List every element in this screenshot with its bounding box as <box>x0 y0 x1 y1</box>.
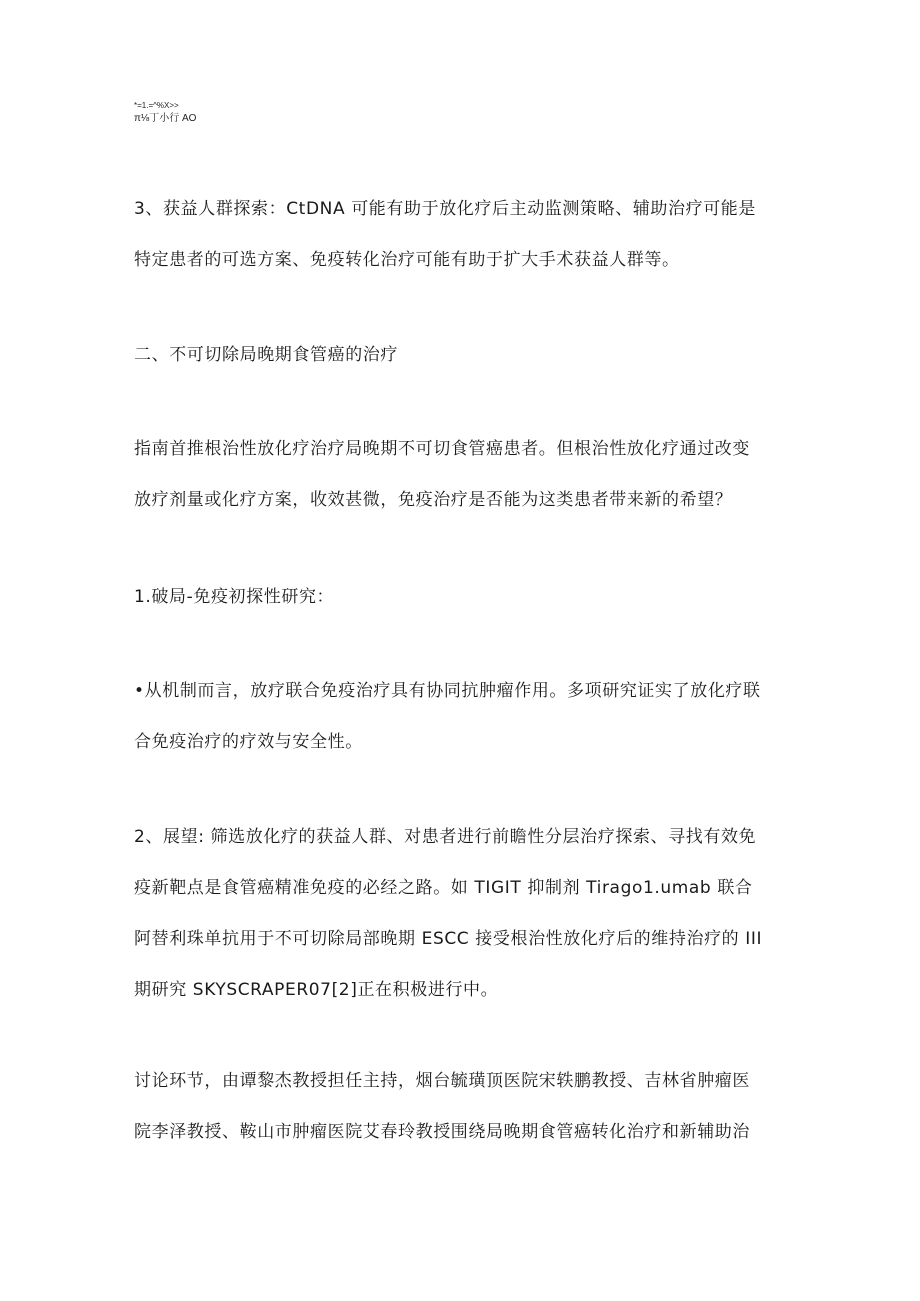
text-line: 讨论环节，由谭黎杰教授担任主持，烟台毓璜顶医院宋轶鹏教授、吉林省肿瘤医 <box>134 1071 750 1091</box>
text-line: 合免疫治疗的疗效与安全性。 <box>134 732 363 752</box>
text-line: 特定患者的可选方案、免疫转化治疗可能有助于扩大手术获益人群等。 <box>134 250 680 270</box>
text-line: 2、展望: 筛选放化疗的获益人群、对患者进行前瞻性分层治疗探索、寻找有效免 <box>134 827 757 847</box>
paragraph-mechanism <box>134 666 794 768</box>
text-line: 院李泽教授、鞍山市肿瘤医院艾春玲教授围绕局晚期食管癌转化治疗和新辅助治 <box>134 1122 750 1142</box>
header-artifact-line-2: π⅛丁小行 AO <box>134 113 197 124</box>
text-line: 3、获益人群探索：CtDNA 可能有助于放化疗后主动监测策略、辅助治疗可能是 <box>134 199 756 219</box>
header-artifact-line-1: *=1.=^%X>> <box>134 101 179 110</box>
paragraph-discussion <box>134 1056 794 1158</box>
text-line: 1.破局-免疫初探性研究： <box>134 587 335 607</box>
text-line: 二、不可切除局晚期食管癌的治疗 <box>134 345 398 365</box>
section-heading-unresectable <box>134 330 794 381</box>
subheading-immune-exploration <box>134 572 794 623</box>
paragraph-beneficiary-exploration <box>134 184 794 286</box>
text-line: 放疗剂量或化疗方案，收效甚微，免疫治疗是否能为这类患者带来新的希望？ <box>134 490 733 510</box>
text-line: 疫新靶点是食管癌精准免疫的必经之路。如 TIGIT 抑制剂 Tirago1.umab 联合 <box>134 878 753 898</box>
text-line: 指南首推根治性放化疗治疗局晚期不可切食管癌患者。但根治性放化疗通过改变 <box>134 439 750 459</box>
text-line: 阿替利珠单抗用于不可切除局部晚期 ESCC 接受根治性放化疗后的维持治疗的 III <box>134 929 763 949</box>
text-line: •从机制而言，放疗联合免疫治疗具有协同抗肿瘤作用。多项研究证实了放化疗联 <box>134 681 761 701</box>
paragraph-guideline <box>134 424 794 526</box>
text-line: 期研究 SKYSCRAPER07[2]正在积极进行中。 <box>134 980 499 1000</box>
paragraph-outlook <box>134 812 794 1016</box>
